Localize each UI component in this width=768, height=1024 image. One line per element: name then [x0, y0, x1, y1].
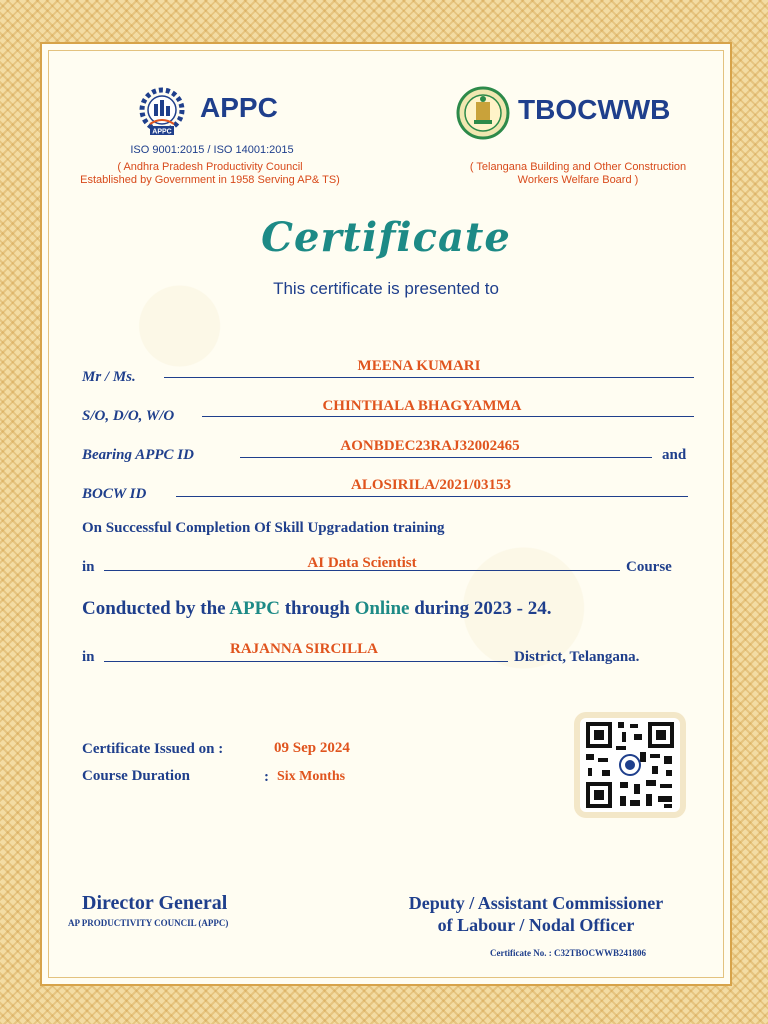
left-signatory-title: Director General	[82, 892, 228, 914]
conducted-mode: Online	[354, 598, 410, 619]
right-org-desc-line1: ( Telangana Building and Other Construction	[469, 161, 687, 173]
course-label: Course	[626, 559, 672, 575]
district-value: RAJANNA SIRCILLA	[230, 641, 378, 657]
left-org-description	[60, 161, 360, 187]
conducted-through: through	[284, 598, 350, 619]
bocw-id-label: BOCW ID	[82, 486, 147, 502]
appc-logo-text: APPC	[152, 128, 172, 136]
certificate-body	[40, 42, 732, 986]
appc-logo	[134, 86, 194, 138]
right-signatory	[342, 892, 730, 936]
right-org-description	[438, 161, 718, 187]
left-org-name: APPC	[200, 92, 278, 123]
right-signatory-line2: of Labour / Nodal Officer	[437, 915, 635, 935]
name-value: MEENA KUMARI	[357, 358, 481, 374]
course-value: AI Data Scientist	[307, 555, 417, 571]
conducted-suffix: during 2023 - 24.	[414, 598, 552, 619]
left-org-desc-line1: ( Andhra Pradesh Productivity Council	[117, 161, 303, 173]
bocw-id-value: ALOSIRILA/2021/03153	[350, 477, 512, 493]
course-in-label: in	[82, 559, 95, 575]
name-line	[164, 377, 694, 378]
appc-id-line	[240, 457, 652, 458]
appc-id-value: AONBDEC23RAJ32002465	[340, 438, 520, 454]
district-suffix: District, Telangana.	[514, 649, 640, 665]
duration-label: Course Duration	[82, 768, 190, 784]
conducted-org: APPC	[229, 598, 280, 619]
certificate-number: Certificate No. : C32TBOCWWB241806	[490, 948, 646, 958]
issued-label: Certificate Issued on :	[82, 741, 224, 757]
telangana-emblem-icon	[456, 86, 510, 140]
certificate-subtitle: This certificate is presented to	[273, 279, 499, 298]
bocw-id-line	[176, 496, 688, 497]
conducted-statement	[82, 598, 551, 620]
district-in-label: in	[82, 649, 95, 665]
name-label: Mr / Ms.	[82, 369, 136, 385]
district-line	[104, 661, 508, 662]
right-org-desc-line2: Workers Welfare Board )	[517, 174, 639, 186]
relation-line	[202, 416, 694, 417]
relation-value: CHINTHALA BHAGYAMMA	[322, 398, 522, 414]
left-signatory-org: AP PRODUCTIVITY COUNCIL (APPC)	[68, 918, 229, 928]
conducted-prefix: Conducted by the	[82, 598, 226, 619]
qr-code	[580, 718, 680, 812]
iso-certification: ISO 9001:2015 / ISO 14001:2015	[130, 144, 294, 156]
right-signatory-line1: Deputy / Assistant Commissioner	[408, 893, 664, 913]
appc-id-label: Bearing APPC ID	[82, 447, 194, 463]
relation-label: S/O, D/O, W/O	[82, 408, 175, 424]
duration-colon: :	[264, 769, 269, 785]
issued-value: 09 Sep 2024	[274, 740, 350, 756]
right-org-name: TBOCWWB	[518, 94, 671, 125]
left-org-desc-line2: Established by Government in 1958 Serving AP& TS)	[80, 174, 340, 186]
certificate-title: Certificate	[261, 214, 511, 261]
duration-value: Six Months	[277, 769, 346, 784]
and-text: and	[662, 447, 687, 463]
completion-text: On Successful Completion Of Skill Upgradation training	[82, 520, 445, 536]
